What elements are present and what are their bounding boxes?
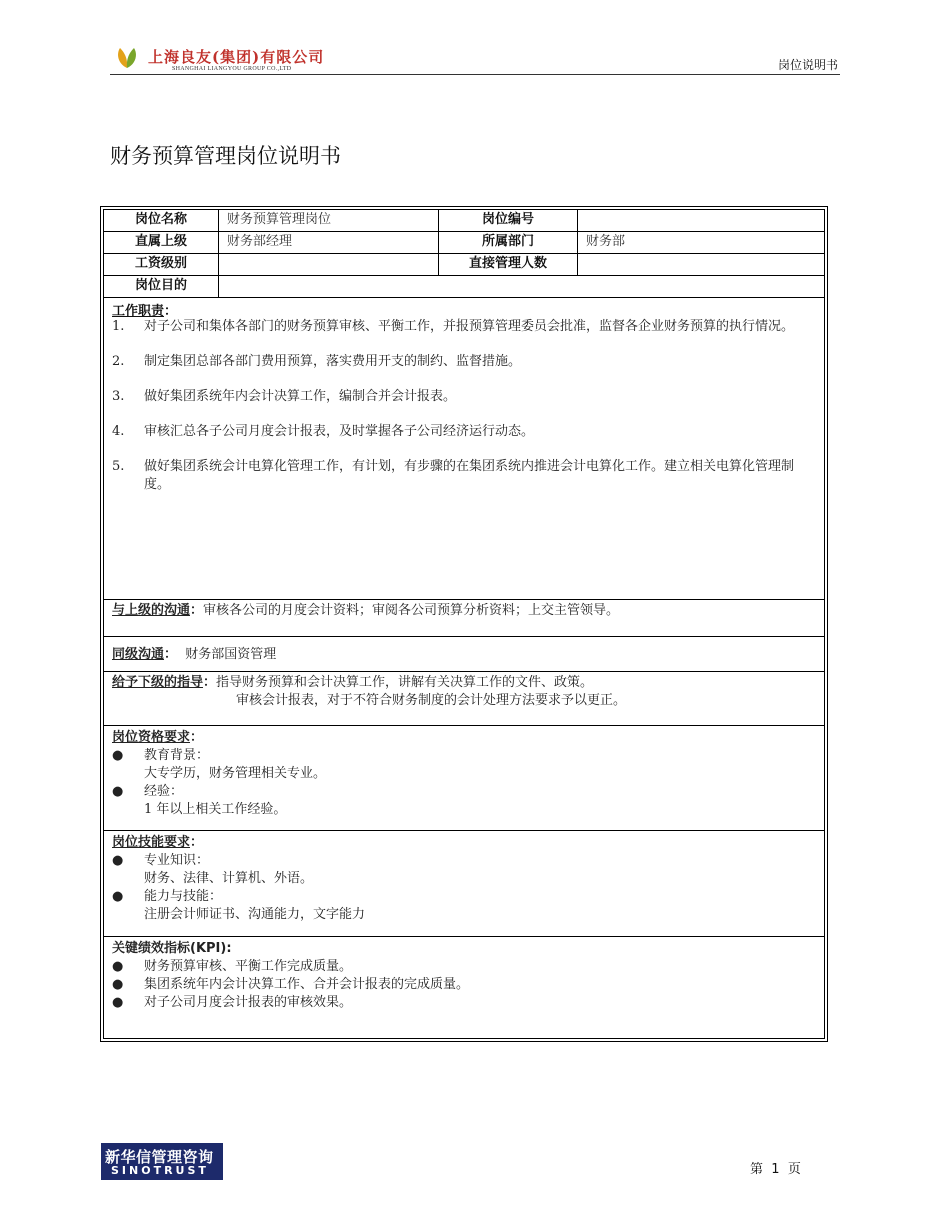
duties-section — [104, 298, 824, 600]
item-number: 2. — [112, 354, 125, 369]
qualification-colon: ： — [190, 730, 204, 745]
item-detail: 财务、法律、计算机、外语。 — [144, 871, 314, 886]
position-name-label: 岗位名称 — [104, 210, 219, 231]
page-suffix: 页 — [787, 1162, 801, 1177]
footer-logo-en: SINOTRUST — [111, 1164, 209, 1177]
comm-peer-section — [104, 638, 824, 672]
subordinates-value — [578, 254, 824, 275]
list-item — [112, 388, 810, 406]
list-item — [112, 994, 814, 1012]
comm-up-section — [104, 600, 824, 637]
item-detail: 大专学历，财务管理相关专业。 — [144, 766, 327, 781]
comm-peer-colon: ： — [164, 647, 178, 662]
footer-logo-cn: 新华信管理咨询 — [105, 1148, 214, 1166]
item-title: 专业知识： — [144, 853, 210, 868]
item-title: 能力与技能： — [144, 889, 223, 904]
subordinates-label: 直接管理人数 — [439, 254, 578, 275]
item-text: 审核汇总各子公司月度会计报表，及时掌握各子公司经济运行动态。 — [144, 424, 535, 439]
duties-heading: 工作职责 — [112, 304, 165, 319]
skills-section — [104, 832, 824, 937]
skills-colon: ： — [190, 835, 204, 850]
item-number: 5. — [112, 459, 125, 474]
dept-value: 财务部 — [586, 234, 626, 249]
company-name-en: SHANGHAI LIANGYOU GROUP CO.,LTD — [172, 66, 292, 72]
item-text: 做好集团系统年内会计决算工作，编制合并会计报表。 — [144, 389, 457, 404]
bullet-icon: ● — [112, 959, 124, 974]
purpose-value — [219, 276, 824, 297]
item-title: 教育背景： — [144, 748, 210, 763]
list-item — [112, 958, 814, 976]
dept-label: 所属部门 — [439, 232, 578, 253]
purpose-label: 岗位目的 — [104, 276, 219, 297]
page-number — [750, 1158, 801, 1177]
info-row-2 — [104, 232, 824, 254]
page-header — [110, 42, 840, 75]
comm-up-heading: 与上级的沟通 — [112, 603, 191, 618]
bullet-icon: ● — [112, 977, 124, 992]
list-item — [112, 852, 814, 870]
item-number: 4. — [112, 424, 125, 439]
list-item — [112, 976, 814, 994]
item-number: 3. — [112, 389, 125, 404]
kpi-section — [104, 938, 824, 1040]
guide-down-line2: 审核会计报表，对于不符合财务制度的会计处理方法要求予以更正。 — [236, 693, 627, 708]
duties-list — [112, 318, 810, 511]
page-prefix: 第 — [750, 1162, 764, 1177]
info-row-4 — [104, 276, 824, 298]
bullet-icon: ● — [112, 889, 124, 904]
comm-up-text: 审核各公司的月度会计资料；审阅各公司预算分析资料；上交主管领导。 — [203, 603, 620, 618]
duties-colon: ： — [164, 304, 178, 319]
list-item — [112, 423, 810, 441]
bullet-icon: ● — [112, 995, 124, 1010]
comm-peer-text: 财务部国资管理 — [185, 647, 277, 662]
info-row-1 — [104, 210, 824, 232]
item-text: 集团系统年内会计决算工作、合并会计报表的完成质量。 — [144, 977, 470, 992]
superior-value: 财务部经理 — [219, 232, 439, 253]
list-item — [112, 783, 814, 801]
position-no-label: 岗位编号 — [439, 210, 578, 231]
item-title: 经验： — [144, 784, 184, 799]
qualification-section — [104, 727, 824, 831]
position-no-value — [578, 210, 824, 231]
info-row-3 — [104, 254, 824, 276]
list-item — [112, 458, 810, 494]
bullet-icon: ● — [112, 853, 124, 868]
item-text: 对子公司和集体各部门的财务预算审核、平衡工作，并报预算管理委员会批准，监督各企业财务预算的执行情况。 — [144, 319, 795, 334]
item-detail: 注册会计师证书、沟通能力，文字能力 — [144, 907, 366, 922]
guide-down-colon: ： — [203, 675, 217, 690]
job-description-table — [100, 206, 828, 1042]
list-item — [112, 888, 814, 906]
item-detail: 1 年以上相关工作经验。 — [144, 802, 287, 817]
superior-label: 直属上级 — [104, 232, 219, 253]
item-text: 财务预算审核、平衡工作完成质量。 — [144, 959, 353, 974]
company-name-cn: 上海良友(集团)有限公司 — [148, 48, 325, 66]
list-item — [112, 318, 810, 336]
doc-type-label: 岗位说明书 — [777, 58, 838, 72]
page-title: 财务预算管理岗位说明书 — [110, 144, 341, 168]
position-name-value: 财务预算管理岗位 — [219, 210, 439, 231]
bullet-icon: ● — [112, 784, 124, 799]
list-item — [112, 747, 814, 765]
comm-peer-heading: 同级沟通 — [112, 647, 165, 662]
kpi-heading: 关键绩效指标(KPI): — [112, 941, 232, 956]
list-item — [112, 353, 810, 371]
guide-down-section — [104, 672, 824, 726]
item-text: 对子公司月度会计报表的审核效果。 — [144, 995, 353, 1010]
skills-heading: 岗位技能要求 — [112, 835, 191, 850]
footer-logo — [101, 1143, 223, 1180]
page-number-value: 1 — [771, 1162, 780, 1177]
leaf-logo-icon — [114, 44, 140, 70]
salary-label: 工资级别 — [104, 254, 219, 275]
salary-value — [219, 254, 439, 275]
item-number: 1. — [112, 319, 125, 334]
bullet-icon: ● — [112, 748, 124, 763]
guide-down-heading: 给予下级的指导 — [112, 675, 204, 690]
item-text: 制定集团总部各部门费用预算，落实费用开支的制约、监督措施。 — [144, 354, 522, 369]
item-text: 做好集团系统会计电算化管理工作，有计划，有步骤的在集团系统内推进会计电算化工作。建立相关电算化管理制度。 — [144, 459, 795, 492]
guide-down-line1: 指导财务预算和会计决算工作，讲解有关决算工作的文件、政策。 — [216, 675, 594, 690]
comm-up-colon: ： — [190, 603, 204, 618]
qualification-heading: 岗位资格要求 — [112, 730, 191, 745]
